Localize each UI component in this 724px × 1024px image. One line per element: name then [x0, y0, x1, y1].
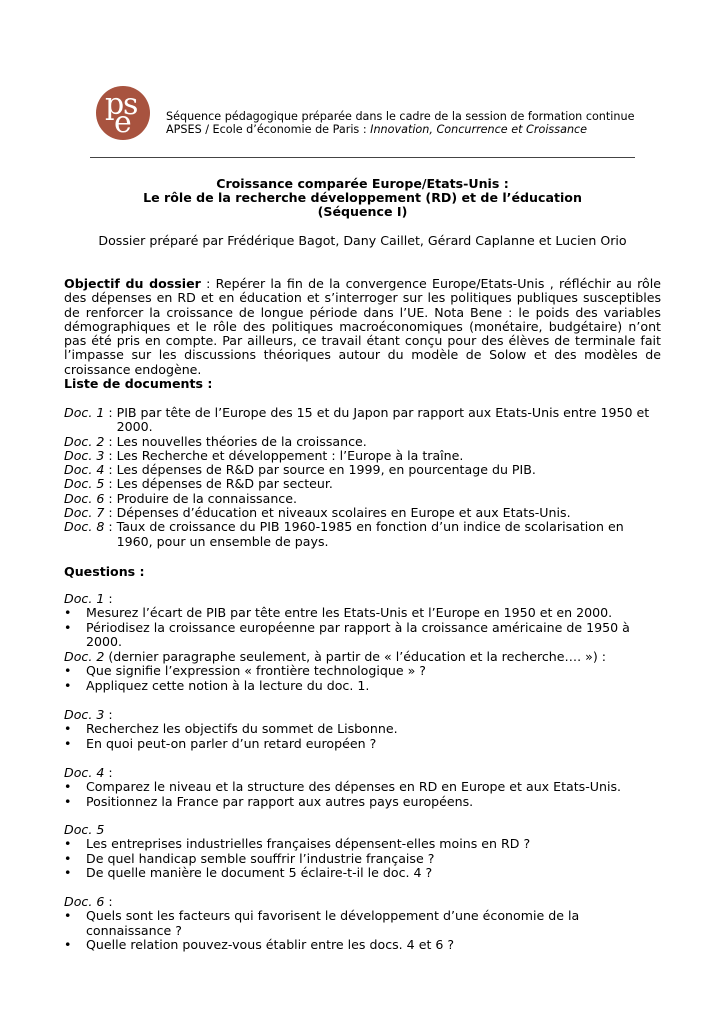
question-item — [64, 852, 661, 866]
question-text: En quoi peut-on parler d’un retard européen ? — [86, 735, 377, 751]
document-label — [64, 463, 117, 477]
question-group-heading — [64, 823, 661, 837]
question-group — [64, 895, 661, 953]
question-item — [64, 795, 661, 809]
question-text: Recherchez les objectifs du sommet de Lisbonne. — [86, 721, 398, 737]
bullet-icon: • — [64, 663, 72, 679]
question-doc-suffix: : — [104, 591, 113, 606]
question-group-heading — [64, 766, 661, 780]
objectif-paragraph — [64, 277, 661, 377]
document-description: Les Recherche et développement : l’Europe à la traîne. — [116, 447, 464, 463]
document-separator: : — [104, 490, 117, 506]
question-group-heading — [64, 895, 661, 909]
question-group — [64, 592, 661, 650]
question-item — [64, 621, 661, 650]
document-item — [64, 435, 661, 449]
header-line-2-plain: APSES / Ecole d’économie de Paris : — [166, 123, 371, 136]
document-label — [64, 506, 117, 520]
document-item — [64, 492, 661, 506]
document-item — [64, 449, 661, 463]
question-text: Mesurez l’écart de PIB par tête entre les Etats-Unis et l’Europe en 1950 et en 2000. — [86, 605, 613, 621]
title-line-2: Le rôle de la recherche développement (RD) et de l’éducation — [143, 190, 582, 205]
document-separator: : — [104, 447, 117, 463]
document-description: Les dépenses de R&D par source en 1999, en pourcentage du PIB. — [116, 462, 536, 478]
question-doc-suffix: : — [104, 765, 113, 780]
header-divider — [90, 157, 635, 158]
bullet-icon: • — [64, 793, 72, 809]
bullet-icon: • — [64, 735, 72, 751]
document-number: Doc. 7 — [64, 505, 105, 521]
header-caption — [166, 110, 634, 136]
logo-letter-e: e — [114, 105, 132, 140]
document-number: Doc. 2 — [64, 433, 105, 449]
question-item — [64, 938, 661, 952]
question-item — [64, 837, 661, 851]
pse-logo — [96, 86, 150, 140]
header-line-2 — [166, 123, 634, 136]
bullet-icon: • — [64, 865, 72, 881]
bullet-icon: • — [64, 850, 72, 866]
question-item — [64, 679, 661, 693]
question-group-heading — [64, 708, 661, 722]
logo-letter-s: s — [123, 87, 139, 122]
document-separator: : — [104, 505, 117, 521]
document-label — [64, 449, 117, 463]
bullet-icon: • — [64, 605, 72, 621]
question-group — [64, 823, 661, 881]
question-doc-label: Doc. 3 — [64, 707, 105, 722]
document-description: Dépenses d’éducation et niveaux scolaires en Europe et aux Etats-Unis. — [116, 505, 571, 521]
question-group — [64, 708, 661, 751]
question-group-heading — [64, 650, 661, 664]
document-label — [64, 406, 117, 435]
question-text: De quel handicap semble souffrir l’industrie française ? — [86, 850, 435, 866]
document-item — [64, 506, 661, 520]
question-item — [64, 606, 661, 620]
question-doc-label: Doc. 4 — [64, 765, 105, 780]
question-item — [64, 866, 661, 880]
question-doc-suffix: : — [104, 894, 113, 909]
question-group — [64, 766, 661, 809]
question-group — [64, 650, 661, 693]
title-line-3: (Séquence I) — [317, 204, 408, 219]
question-doc-suffix: (dernier paragraphe seulement, à partir de « l’éducation et la recherche…. ») : — [104, 649, 606, 664]
question-doc-suffix: : — [104, 707, 113, 722]
question-text: Appliquez cette notion à la lecture du doc. 1. — [86, 677, 370, 693]
document-number: Doc. 3 — [64, 447, 105, 463]
question-item — [64, 722, 661, 736]
document-separator: : — [104, 519, 117, 535]
questions-heading: Questions : — [64, 564, 145, 579]
question-doc-label: Doc. 2 — [64, 649, 105, 664]
question-item — [64, 737, 661, 751]
document-separator: : — [104, 405, 117, 420]
document-separator: : — [104, 462, 117, 478]
question-text: Périodisez la croissance européenne par rapport à la croissance américaine de 1950 à 2000. — [86, 619, 630, 650]
question-item — [64, 664, 661, 678]
documents-list — [64, 406, 661, 549]
question-text: Que signifie l’expression « frontière technologique » ? — [86, 663, 426, 679]
document-label — [64, 520, 117, 549]
logo-letter-p: p — [105, 87, 125, 122]
objectif-text: : Repérer la fin de la convergence Europe/Etats-Unis , réfléchir au rôle des dépenses en RD et en éducation et s’interroger sur les politiques publiques susceptibles de renforcer la croissance de longue période dans l’UE. Nota Bene : le poids des variables démographiques et le rôle des politiques macroéconomiques (monétaire, budgétaire) n’ont pas été pris en compte. Par ailleurs, ce travail étant conçu pour des élèves de terminale fait l’impasse sur les discussions théoriques autour du modèle de Solow et des modèles de croissance endogène. — [64, 276, 661, 377]
document-item — [64, 463, 661, 477]
document-separator: : — [104, 433, 117, 449]
document-page — [64, 0, 661, 1024]
title-line-1: Croissance comparée Europe/Etats-Unis : — [216, 176, 509, 191]
question-text: Positionnez la France par rapport aux autres pays européens. — [86, 793, 474, 809]
header-line-2-italic: Innovation, Concurrence et Croissance — [370, 123, 588, 136]
document-separator: : — [104, 476, 117, 492]
bullet-icon: • — [64, 619, 72, 635]
question-text: Quels sont les facteurs qui favorisent le développement d’une économie de la connaissance ? — [86, 908, 580, 938]
document-title — [64, 177, 661, 219]
document-description: Les dépenses de R&D par secteur. — [116, 476, 333, 492]
documents-heading: Liste de documents : — [64, 376, 213, 391]
document-number: Doc. 1 — [64, 405, 105, 420]
bullet-icon: • — [64, 836, 72, 852]
document-number: Doc. 4 — [64, 462, 105, 478]
document-item — [64, 477, 661, 491]
question-doc-label: Doc. 1 — [64, 591, 105, 606]
document-description: Les nouvelles théories de la croissance. — [116, 433, 367, 449]
document-number: Doc. 6 — [64, 490, 105, 506]
question-text: Comparez le niveau et la structure des dépenses en RD en Europe et aux Etats-Unis. — [86, 779, 622, 795]
document-description: PIB par tête de l’Europe des 15 et du Japon par rapport aux Etats-Unis entre 1950 et 2000. — [116, 405, 650, 435]
header-line-1: Séquence pédagogique préparée dans le cadre de la session de formation continue — [166, 110, 635, 123]
question-text: Quelle relation pouvez-vous établir entre les docs. 4 et 6 ? — [86, 937, 455, 953]
bullet-icon: • — [64, 721, 72, 737]
bullet-icon: • — [64, 677, 72, 693]
document-number: Doc. 5 — [64, 476, 105, 492]
bullet-icon: • — [64, 779, 72, 795]
document-label — [64, 492, 117, 506]
question-item — [64, 909, 661, 938]
document-description: Produire de la connaissance. — [116, 490, 297, 506]
document-item — [64, 520, 661, 549]
question-text: Les entreprises industrielles françaises dépensent-elles moins en RD ? — [86, 836, 531, 852]
objectif-label: Objectif du dossier — [64, 276, 201, 291]
document-number: Doc. 8 — [64, 519, 105, 535]
question-item — [64, 780, 661, 794]
authors-line: Dossier préparé par Frédérique Bagot, Dany Caillet, Gérard Caplanne et Lucien Orio — [98, 233, 627, 248]
document-item — [64, 406, 661, 435]
question-doc-label: Doc. 5 — [64, 822, 105, 837]
bullet-icon: • — [64, 908, 72, 924]
document-label — [64, 477, 117, 491]
question-group-heading — [64, 592, 661, 606]
question-doc-label: Doc. 6 — [64, 894, 105, 909]
bullet-icon: • — [64, 937, 72, 953]
document-description: Taux de croissance du PIB 1960-1985 en fonction d’un indice de scolarisation en 1960, pour un ensemble de pays. — [116, 519, 624, 549]
question-text: De quelle manière le document 5 éclaire-t-il le doc. 4 ? — [86, 865, 433, 881]
document-label — [64, 435, 117, 449]
